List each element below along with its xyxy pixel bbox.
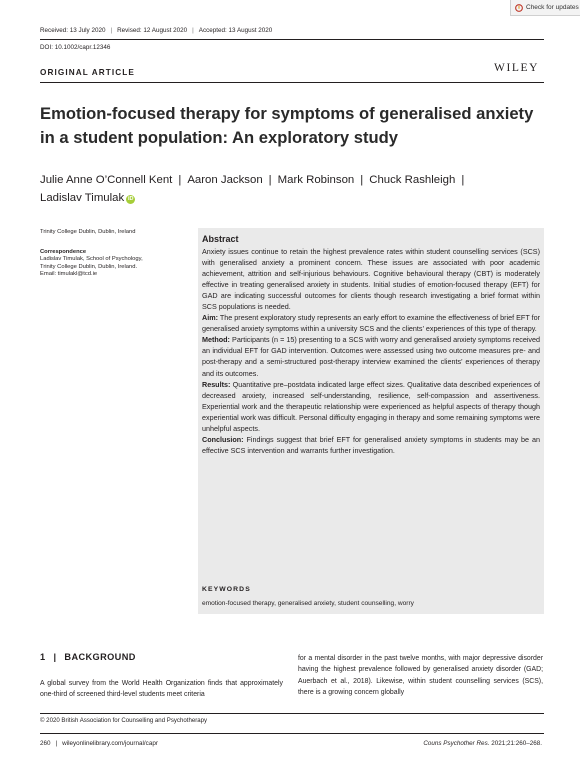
update-icon: [515, 4, 523, 12]
abstract-aim: [202, 312, 540, 334]
citation-detail: 2021;21:260–268.: [491, 740, 542, 747]
author-separator: |: [268, 174, 272, 186]
footer-rule: [40, 713, 544, 714]
method-label: Method:: [202, 335, 230, 345]
author-list: [40, 171, 540, 207]
section-separator: |: [53, 652, 57, 662]
aim-text: The present exploratory study represents an early effort to examine the effectiveness of brief EFT for generalised anxiety symptoms within a university SCS and the clients’ experiences of this type of therapy.: [202, 313, 540, 334]
author-separator: |: [461, 174, 465, 186]
page-number: 260: [40, 740, 51, 747]
conclusion-label: Conclusion:: [202, 434, 244, 444]
accepted-date: Accepted: 13 August 2020: [198, 27, 273, 34]
keywords-list: emotion-focused therapy, generalised anxiety, student counselling, worry: [202, 600, 414, 607]
correspondence-line: Ladislav Timulak, School of Psychology,: [40, 256, 143, 263]
copyright-notice: © 2020 British Association for Counselling and Psychotherapy: [40, 717, 208, 724]
results-text: Quantitative pre–postdata indicated large effect sizes. Qualitative data described experiences of decreased anxiety, increased self-understanding, resilience, self-compassion and assertiveness. Experiential work and the therapeutic relationship were experienced as helpful aspects of therapy though experiential work was difficult. Personal difficulty engaging in therapy and some remaining symptoms were unhelpful aspects.: [202, 379, 540, 433]
aim-label: Aim:: [202, 313, 218, 323]
conclusion-text: Findings suggest that brief EFT for generalised anxiety symptoms in students may be an effective SCS intervention and warrants further investigation.: [202, 434, 540, 455]
footer-separator: |: [55, 740, 58, 747]
abstract-intro: Anxiety issues continue to retain the highest prevalence rates within student counselling services (SCS) with generalised anxiety a prominent concern. These issues are associated with poor academic achievement, attrition and self-injurious behaviours. Cognitive behavioural therapy (CBT) is moderately effective in treating generalised anxiety in students. Initial studies of emotion-focused therapy (EFT) for GAD are indicating successful outcomes for clients though research investigating a brief format within SCS populations is needed.: [202, 247, 540, 312]
body-column-left: A global survey from the World Health Organization finds that approximately one-third of screened third-level students meet criteria: [40, 680, 283, 699]
body-column-right: for a mental disorder in the past twelve months, with major depressive disorder having the highest prevalence followed by generalised anxiety disorder (GAD; Auerbach et al., 2018). Likewise, within student counselling services (SCS), there is a growing concern globally: [298, 655, 543, 696]
abstract-method: [202, 334, 540, 378]
top-rule: [40, 39, 544, 40]
revised-date: Revised: 12 August 2020: [117, 27, 188, 34]
citation-journal: Couns Psychother Res.: [423, 740, 490, 747]
footer-left: [40, 740, 158, 747]
publisher-logo: WILEY: [494, 62, 540, 74]
correspondence-block: [40, 249, 190, 279]
abstract-results: [202, 379, 540, 434]
check-for-updates-button[interactable]: [510, 0, 580, 16]
author-name[interactable]: Ladislav Timulak: [40, 192, 125, 204]
section-title: BACKGROUND: [64, 652, 136, 662]
article-title: Emotion-focused therapy for symptoms of generalised anxiety in a student population: An exploratory study: [40, 104, 534, 147]
citation: [423, 740, 542, 747]
header-rule: [40, 82, 544, 83]
author-separator: |: [178, 174, 182, 186]
section-heading: [40, 652, 136, 662]
abstract-conclusion: [202, 434, 540, 456]
author-separator: |: [360, 174, 364, 186]
author-name[interactable]: Julie Anne O’Connell Kent: [40, 174, 173, 186]
results-label: Results:: [202, 379, 231, 389]
correspondence-line: Trinity College Dublin, Dublin, Ireland.: [40, 263, 138, 270]
abstract-body: [202, 233, 540, 456]
abstract-heading: Abstract: [202, 234, 239, 244]
footer-rule: [40, 733, 544, 734]
correspondence-heading: Correspondence: [40, 249, 87, 255]
article-type-label: ORIGINAL ARTICLE: [40, 68, 135, 77]
received-date: Received: 13 July 2020: [40, 27, 106, 34]
author-name[interactable]: Mark Robinson: [277, 174, 355, 186]
affiliation: Trinity College Dublin, Dublin, Ireland: [40, 229, 136, 235]
method-text: Participants (n = 15) presenting to a SCS with worry and generalised anxiety symptoms received an individual EFT for GAD intervention. Outcomes were assessed using two outcome measures pre- and post-therapy and a semi-structured post-therapy interview examined the clients’ experiences of therapy and its outcomes.: [202, 335, 541, 378]
journal-url[interactable]: wileyonlinelibrary.com/journal/capr: [62, 740, 158, 747]
check-for-updates-label: Check for updates: [526, 4, 579, 11]
correspondence-email[interactable]: Email: timulakl@tcd.ie: [40, 271, 98, 278]
author-name[interactable]: Aaron Jackson: [187, 174, 263, 186]
abstract-box: [198, 228, 544, 614]
date-separator: |: [192, 27, 194, 34]
doi[interactable]: DOI: 10.1002/capr.12346: [40, 44, 111, 51]
section-number: 1: [40, 652, 46, 662]
date-separator: |: [110, 27, 113, 34]
author-name[interactable]: Chuck Rashleigh: [369, 174, 456, 186]
history-dates: [40, 27, 272, 34]
keywords-heading: KEYWORDS: [202, 586, 251, 593]
orcid-icon[interactable]: iD: [127, 196, 134, 202]
